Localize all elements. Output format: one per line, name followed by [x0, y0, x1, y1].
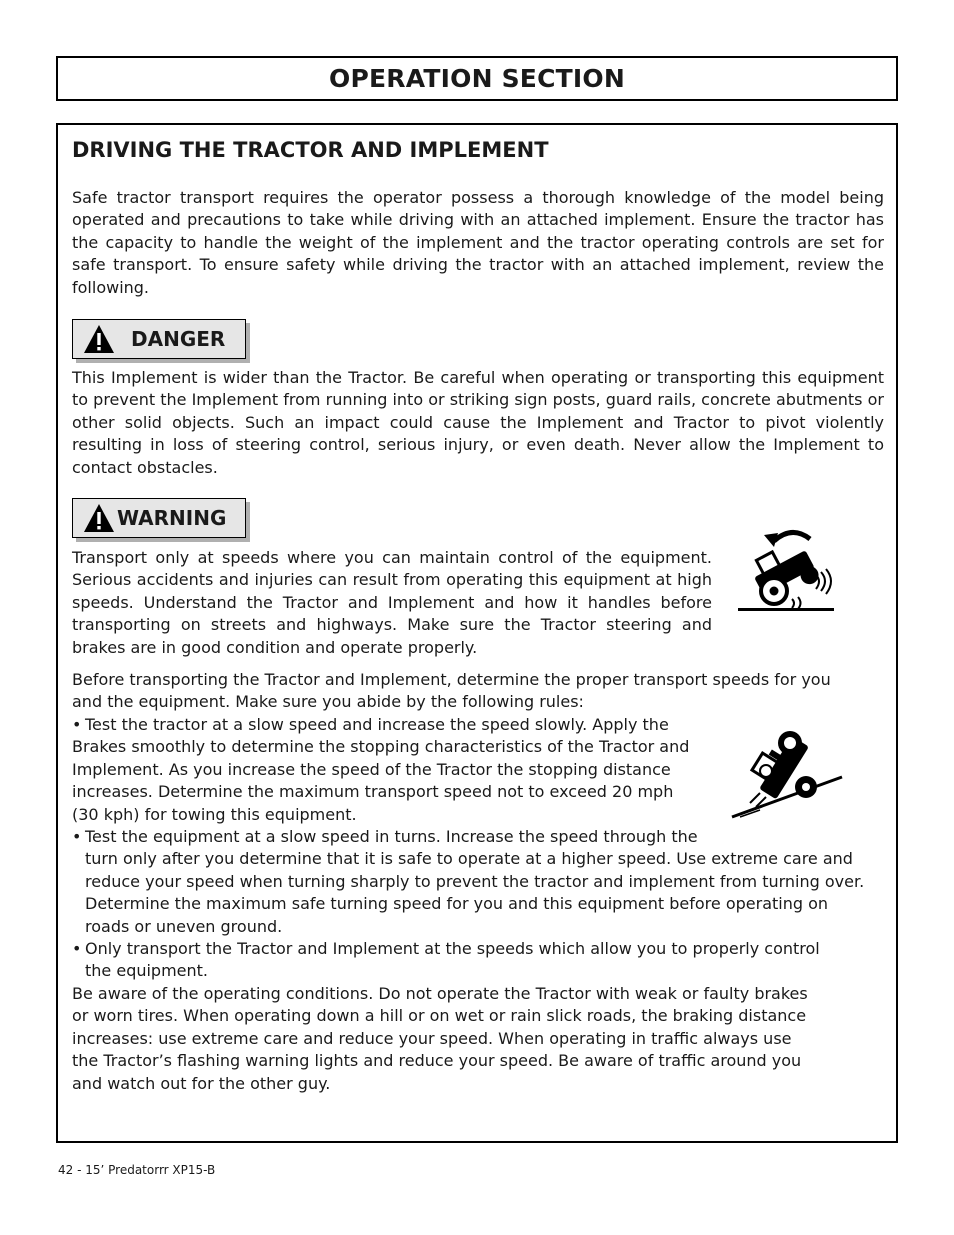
closing-paragraph	[72, 983, 872, 1095]
section-title: OPERATION SECTION	[329, 64, 625, 93]
bullet-marker: •	[72, 827, 82, 846]
bullet-line: Test the tractor at a slow speed and increase the speed slowly. Apply the	[85, 715, 669, 734]
warning-label: WARNING	[117, 506, 227, 530]
bullet-marker: •	[72, 939, 82, 958]
bullet-line: Only transport the Tractor and Implement at the speeds which allow you to properly control	[85, 939, 820, 958]
bullet-line: Test the equipment at a slow speed in turns. Increase the speed through the	[85, 827, 698, 846]
bullet-marker: •	[72, 715, 82, 734]
warning-paragraph: Transport only at speeds where you can maintain control of the equipment. Serious accidents and injuries can result from operating this equipment at high speeds. Understand the Tractor and Implement and how it handles before transporting on streets and highways. Make sure the Tractor steering and brakes are in good condition and operate properly.	[72, 548, 712, 657]
danger-paragraph: This Implement is wider than the Tractor. Be careful when operating or transporting this equipment to prevent the Implement from running into or striking sign posts, guard rails, concrete abutments or other solid objects. Such an impact could cause the Implement and Tractor to pivot violently resulting in loss of steering control, serious injury, or even death. Never allow the Implement to contact obstacles.	[72, 368, 884, 477]
content-box	[56, 123, 898, 1143]
danger-sign	[72, 319, 246, 359]
bullet-line: Brakes smoothly to determine the stopping characteristics of the Tractor and	[72, 737, 690, 757]
bullet-line: (30 kph) for towing this equipment.	[72, 804, 357, 824]
tractor-tipping-icon	[734, 525, 838, 613]
bullet-line: reduce your speed when turning sharply to prevent the tractor and implement from turning over.	[85, 871, 865, 891]
bullet-line: increases. Determine the maximum transport speed not to exceed 20 mph	[72, 782, 674, 802]
transport-intro: Before transporting the Tractor and Implement, determine the proper transport speeds for you and the equipment. Make sure you abide by the following rules:	[72, 670, 831, 712]
bullet-item	[72, 938, 872, 983]
warning-sign	[72, 498, 246, 538]
bullet-item	[72, 714, 712, 826]
bullet-line: Implement. As you increase the speed of the Tractor the stopping distance	[72, 759, 671, 779]
closing-line: Be aware of the operating conditions. Do not operate the Tractor with weak or faulty brakes	[72, 984, 808, 1003]
closing-line: and watch out for the other guy.	[72, 1073, 331, 1093]
bullet-line: the equipment.	[85, 961, 209, 981]
closing-line: increases: use extreme care and reduce your speed. When operating in traffic always use	[72, 1028, 792, 1048]
page-footer: 42 - 15’ Predatorrr XP15-B	[58, 1163, 216, 1177]
tractor-rollover-slope-icon	[730, 715, 846, 821]
danger-label: DANGER	[131, 327, 226, 351]
bullet-item	[72, 826, 890, 938]
page-title: DRIVING THE TRACTOR AND IMPLEMENT	[72, 138, 549, 162]
closing-line: or worn tires. When operating down a hill or on wet or rain slick roads, the braking distance	[72, 1006, 807, 1026]
bullet-line: roads or uneven ground.	[85, 916, 283, 936]
warning-triangle-icon	[83, 503, 115, 533]
intro-paragraph: Safe tractor transport requires the operator possess a thorough knowledge of the model being operated and precautions to take while driving with an attached implement. Ensure the tractor has the capacity to handle the weight of the implement and the tractor operating controls are set for safe transport. To ensure safety while driving the tractor with an attached implement, review the following.	[72, 188, 884, 297]
bullet-line: Determine the maximum safe turning speed for you and this equipment before operating on	[85, 894, 829, 914]
bullet-line: turn only after you determine that it is safe to operate at a higher speed. Use extreme care and	[85, 849, 853, 869]
warning-triangle-icon	[83, 324, 115, 354]
closing-line: the Tractor’s flashing warning lights and reduce your speed. Be aware of traffic around you	[72, 1051, 802, 1071]
section-header	[56, 56, 898, 101]
